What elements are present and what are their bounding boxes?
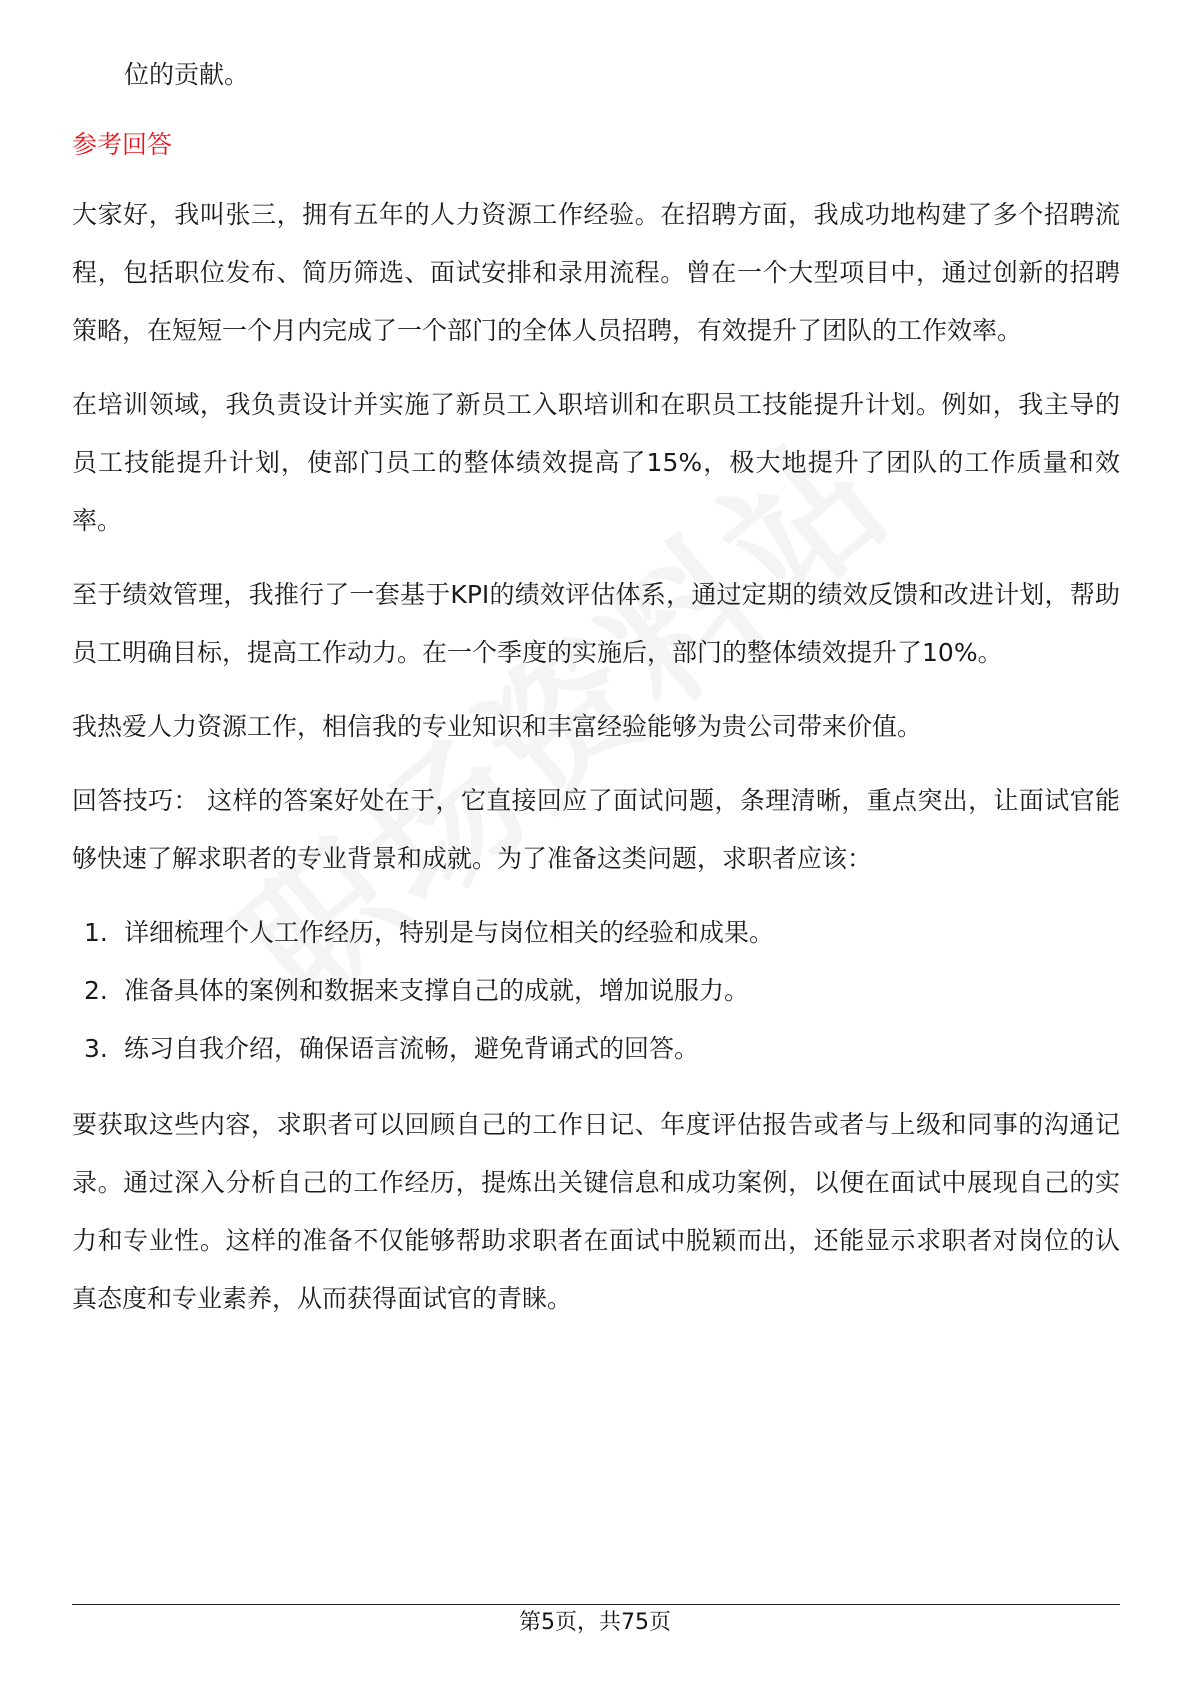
tips-intro-paragraph: 回答技巧： 这样的答案好处在于，它直接回应了面试问题，条理清晰，重点突出，让面试官能够快速了解求职者的专业背景和成就。为了准备这类问题，求职者应该： xyxy=(72,786,1120,873)
page-number-footer: 第5页，共75页 xyxy=(519,1610,671,1635)
list-item-number: 3. xyxy=(84,1034,108,1063)
list-item-number: 2. xyxy=(84,976,108,1005)
list-item-text: 准备具体的案例和数据来支撑自己的成就，增加说服力。 xyxy=(124,976,750,1005)
list-item xyxy=(84,904,1120,962)
list-item-number: 1. xyxy=(84,918,108,947)
answer-paragraph-performance: 至于绩效管理，我推行了一套基于KPI的绩效评估体系，通过定期的绩效反馈和改进计划，帮助员工明确目标，提高工作动力。在一个季度的实施后，部门的整体绩效提升了10%。 xyxy=(72,580,1120,667)
list-item-text: 详细梳理个人工作经历，特别是与岗位相关的经验和成果。 xyxy=(124,918,775,947)
page-content xyxy=(72,46,1120,1344)
answer-paragraph-closing: 我热爱人力资源工作，相信我的专业知识和丰富经验能够为贵公司带来价值。 xyxy=(72,712,923,741)
answer-paragraph-training: 在培训领域，我负责设计并实施了新员工入职培训和在职员工技能提升计划。例如，我主导的员工技能提升计划，使部门员工的整体绩效提高了15%，极大地提升了团队的工作质量和效率。 xyxy=(72,390,1120,535)
intro-continuation: 位的贡献。 xyxy=(124,60,250,89)
section-title: 参考回答 xyxy=(72,130,173,159)
final-paragraph: 要获取这些内容，求职者可以回顾自己的工作日记、年度评估报告或者与上级和同事的沟通记录。通过深入分析自己的工作经历，提炼出关键信息和成功案例，以便在面试中展现自己的实力和专业性。这样的准备不仅能够帮助求职者在面试中脱颖而出，还能显示求职者对岗位的认真态度和专业素养，从而获得面试官的青睐。 xyxy=(72,1110,1120,1313)
footer-divider xyxy=(72,1604,1120,1605)
tips-list xyxy=(72,904,1120,1078)
list-item xyxy=(84,962,1120,1020)
list-item xyxy=(84,1020,1120,1078)
list-item-text: 练习自我介绍，确保语言流畅，避免背诵式的回答。 xyxy=(124,1034,700,1063)
answer-paragraph-recruiting: 大家好，我叫张三，拥有五年的人力资源工作经验。在招聘方面，我成功地构建了多个招聘流程，包括职位发布、简历筛选、面试安排和录用流程。曾在一个大型项目中，通过创新的招聘策略，在短短一个月内完成了一个部门的全体人员招聘，有效提升了团队的工作效率。 xyxy=(72,200,1120,345)
